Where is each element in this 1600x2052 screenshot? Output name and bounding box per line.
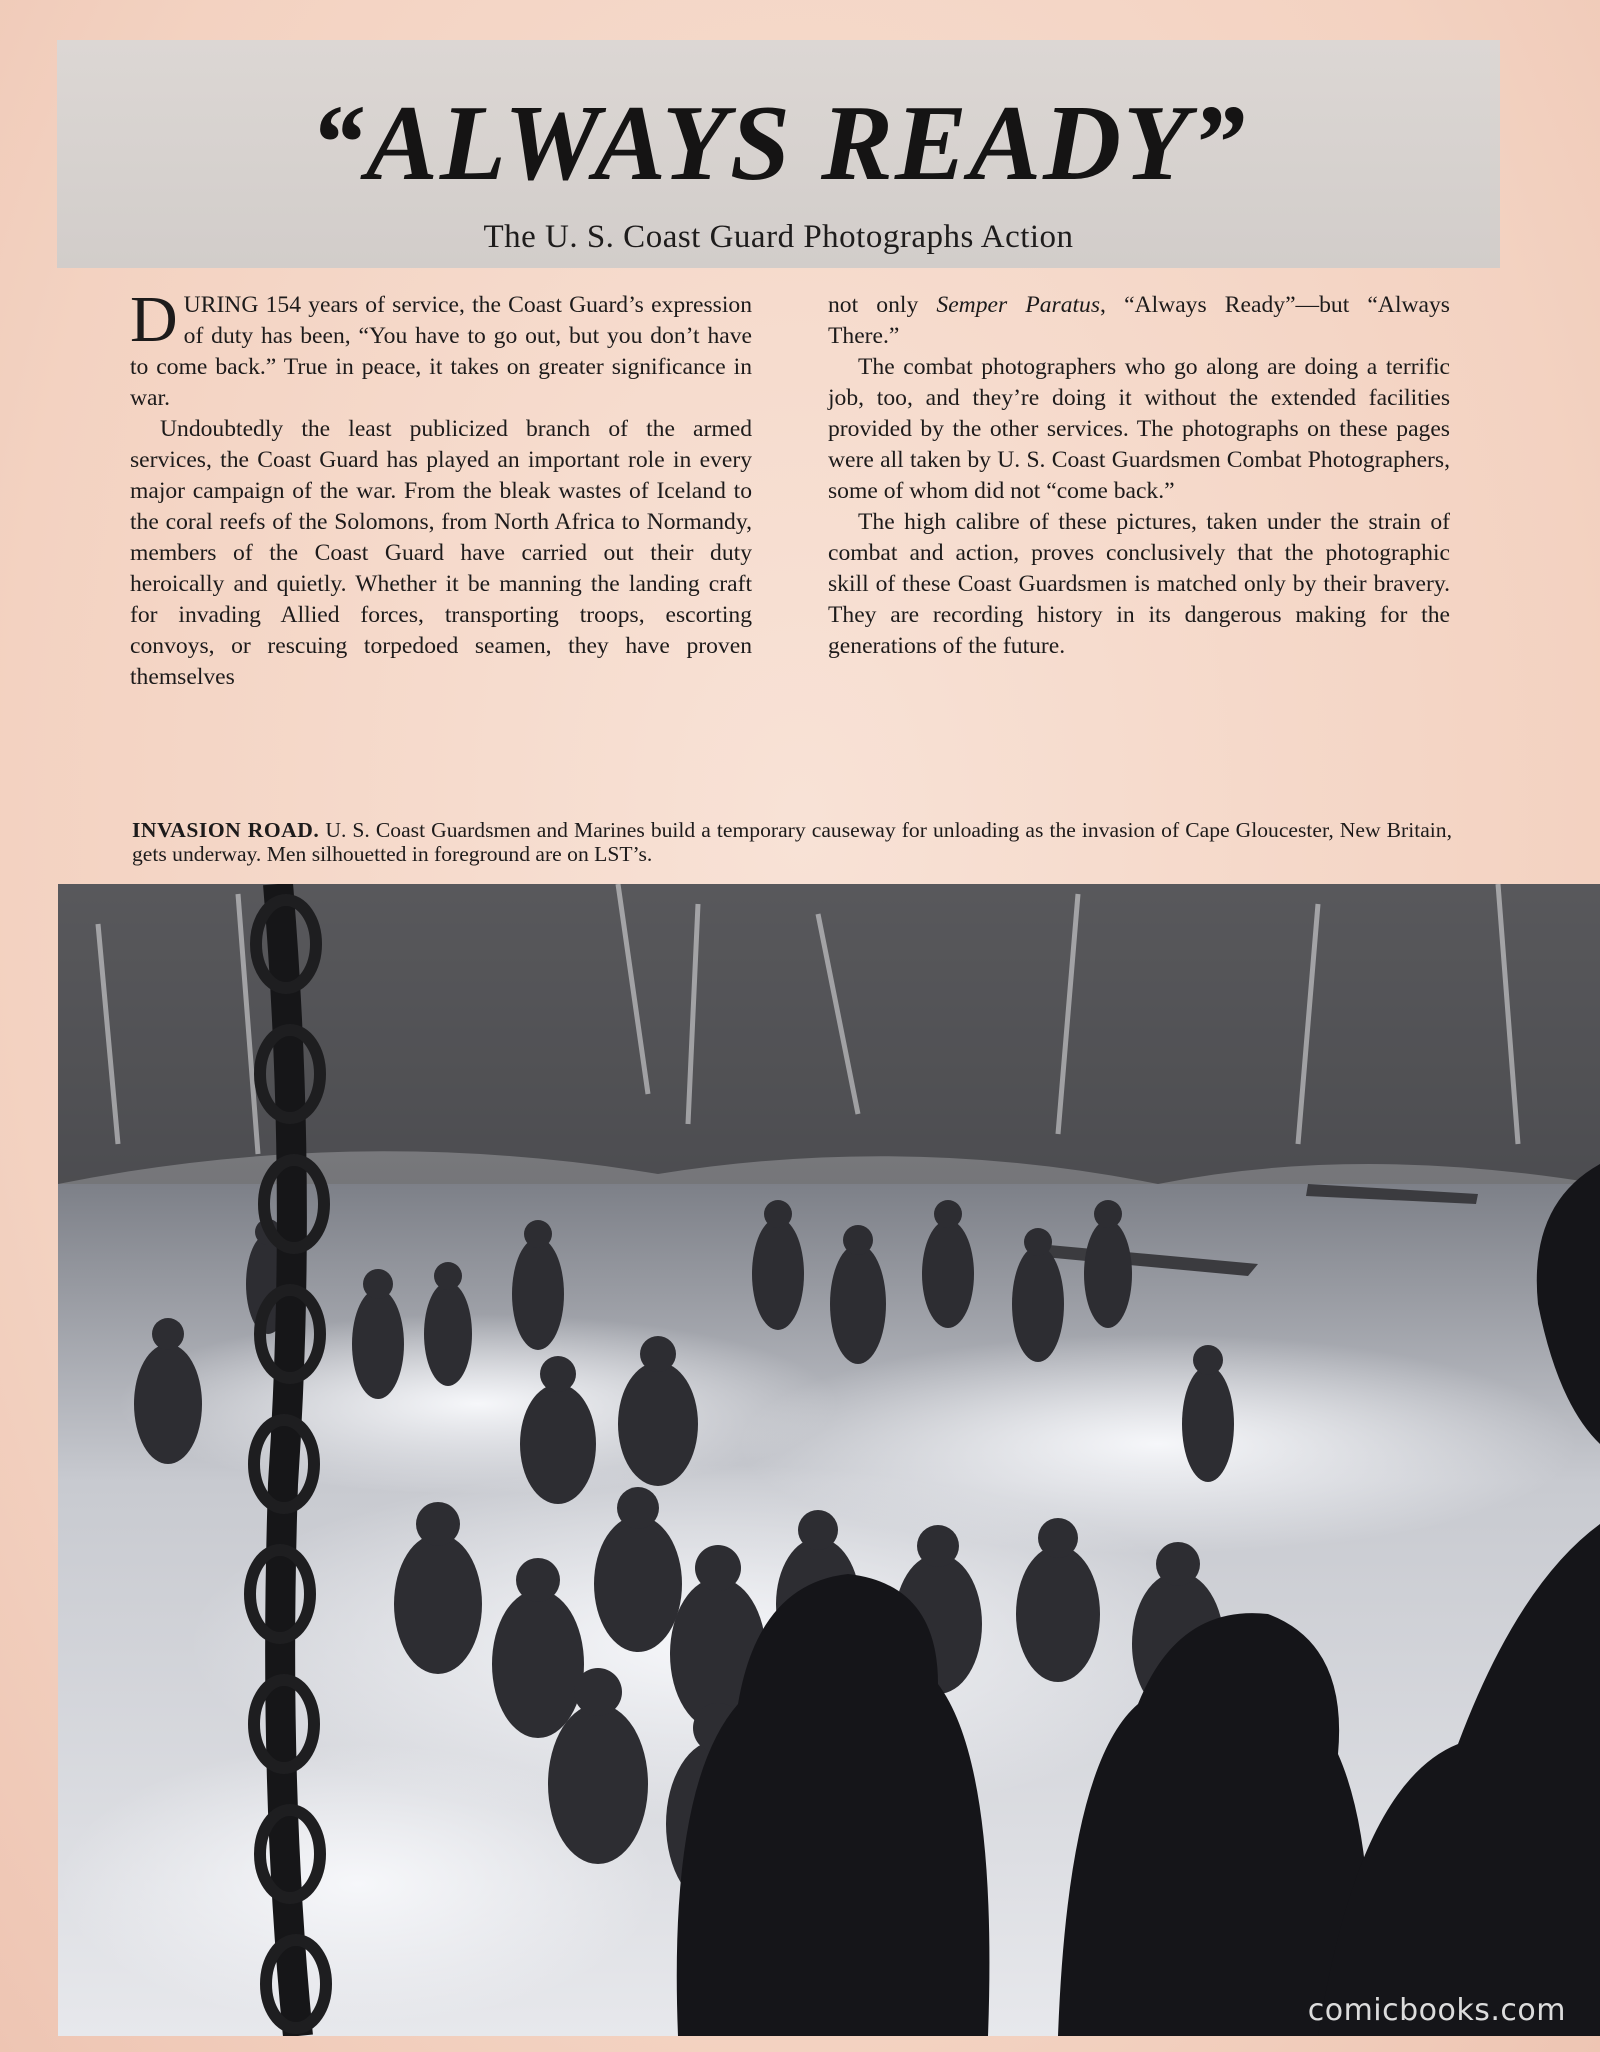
- article-paragraph: The combat photographers who go along are doing a terrific job, too, and they’re doing it without the extended facilities provided by the other services. The photographs on these pages were all taken by U. S. Coast Guardsmen Combat Photographers, some of whom did not “come back.”: [828, 354, 1450, 504]
- article-paragraph: Undoubtedly the least publicized branch of the armed services, the Coast Guard has played an important role in every major campaign of the war. From the bleak wastes of Iceland to the coral reefs of the Solomons, from North Africa to Normandy, members of the Coast Guard have carried out their duty heroically and quietly. Whether it be manning the landing craft for invading Allied forces, transporting troops, escorting convoys, or rescuing torpedoed seamen, they have proven themselves: [130, 416, 752, 690]
- article-column-right: [828, 290, 1450, 662]
- page-title: “ALWAYS READY”: [309, 84, 1248, 203]
- article-text: URING 154 years of service, the Coast Guard’s expression of duty has been, “You have to go out, but you don’t have to come back.” True in peace, it takes on greater significance in war.: [130, 292, 752, 411]
- watermark: comicbooks.com: [1307, 1993, 1566, 2028]
- article-italic-text: Semper Paratus: [936, 292, 1101, 318]
- anchor-chain: [278, 884, 298, 2036]
- title-banner: [57, 40, 1500, 268]
- article-text: , “Always Ready”—but “Always There.”: [828, 292, 1450, 349]
- photo-illustration: [58, 884, 1600, 2036]
- article-paragraph: [130, 283, 752, 414]
- drop-cap: D: [130, 283, 178, 356]
- article-paragraph: [828, 290, 1450, 352]
- article-text: not only: [828, 292, 937, 318]
- article-paragraph: The high calibre of these pictures, taken under the strain of combat and action, proves conclusively that the photographic skill of these Coast Guardsmen is matched only by their bravery. They are recording history in its dangerous making for the generations of the future.: [828, 509, 1450, 659]
- caption-heading: INVASION ROAD.: [132, 818, 320, 842]
- page-subtitle: The U. S. Coast Guard Photographs Action: [483, 219, 1074, 255]
- photo-caption: [132, 818, 1452, 866]
- article-column-left: [130, 283, 752, 693]
- caption-text: U. S. Coast Guardsmen and Marines build a temporary causeway for unloading as the invasion of Cape Gloucester, New Britain, gets underway. Men silhouetted in foreground are on LST’s.: [132, 818, 1453, 866]
- invasion-photo: [58, 884, 1600, 2036]
